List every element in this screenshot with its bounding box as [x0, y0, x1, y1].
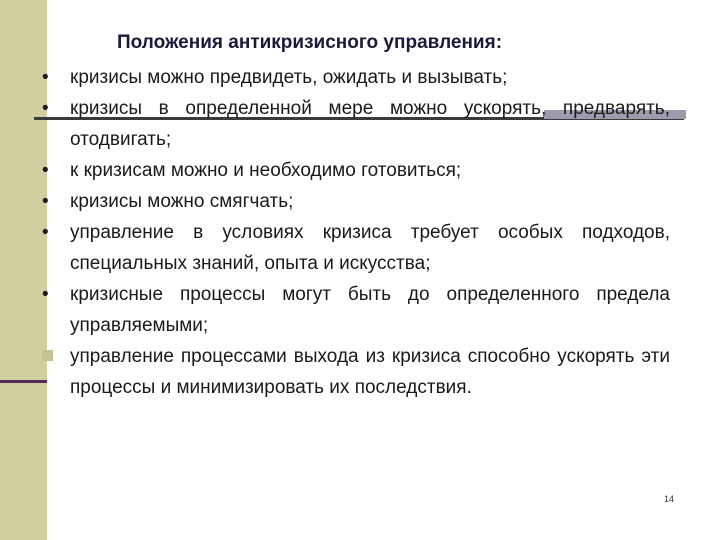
list-item-text: кризисы можно смягчать;: [70, 191, 294, 212]
list-item-text: кризисы можно предвидеть, ожидать и вызывать;: [70, 67, 508, 88]
list-item: [38, 155, 670, 186]
square-bullet-icon: [42, 350, 53, 361]
bullet-dot-icon: •: [42, 160, 49, 181]
bullet-dot-icon: •: [42, 191, 49, 212]
page-number: 14: [664, 494, 675, 504]
list-item: [38, 93, 670, 155]
bullet-dot-icon: •: [42, 222, 49, 243]
list-item-text: кризисные процессы могут быть до определенного предела управляемыми;: [70, 284, 670, 336]
bullet-dot-icon: •: [42, 67, 49, 88]
list-item: [38, 279, 670, 341]
list-item-text: к кризисам можно и необходимо готовиться;: [70, 160, 462, 181]
list-item-text: управление процессами выхода из кризиса способно ускорять эти процессы и минимизировать их последствия.: [70, 346, 670, 398]
list-item: [38, 62, 670, 93]
list-item-text: управление в условиях кризиса требует особых подходов, специальных знаний, опыта и искусства;: [70, 222, 670, 274]
bullet-dot-icon: •: [42, 98, 49, 119]
list-item: [38, 217, 670, 279]
list-item: [38, 186, 670, 217]
list-item: [38, 341, 670, 403]
bullet-list: [38, 62, 670, 403]
slide-title: Положения антикризисного управления:: [117, 32, 503, 53]
list-item-text: кризисы в определенной мере можно ускорять, предварять, отодвигать;: [70, 98, 670, 150]
bullet-dot-icon: •: [42, 284, 49, 305]
